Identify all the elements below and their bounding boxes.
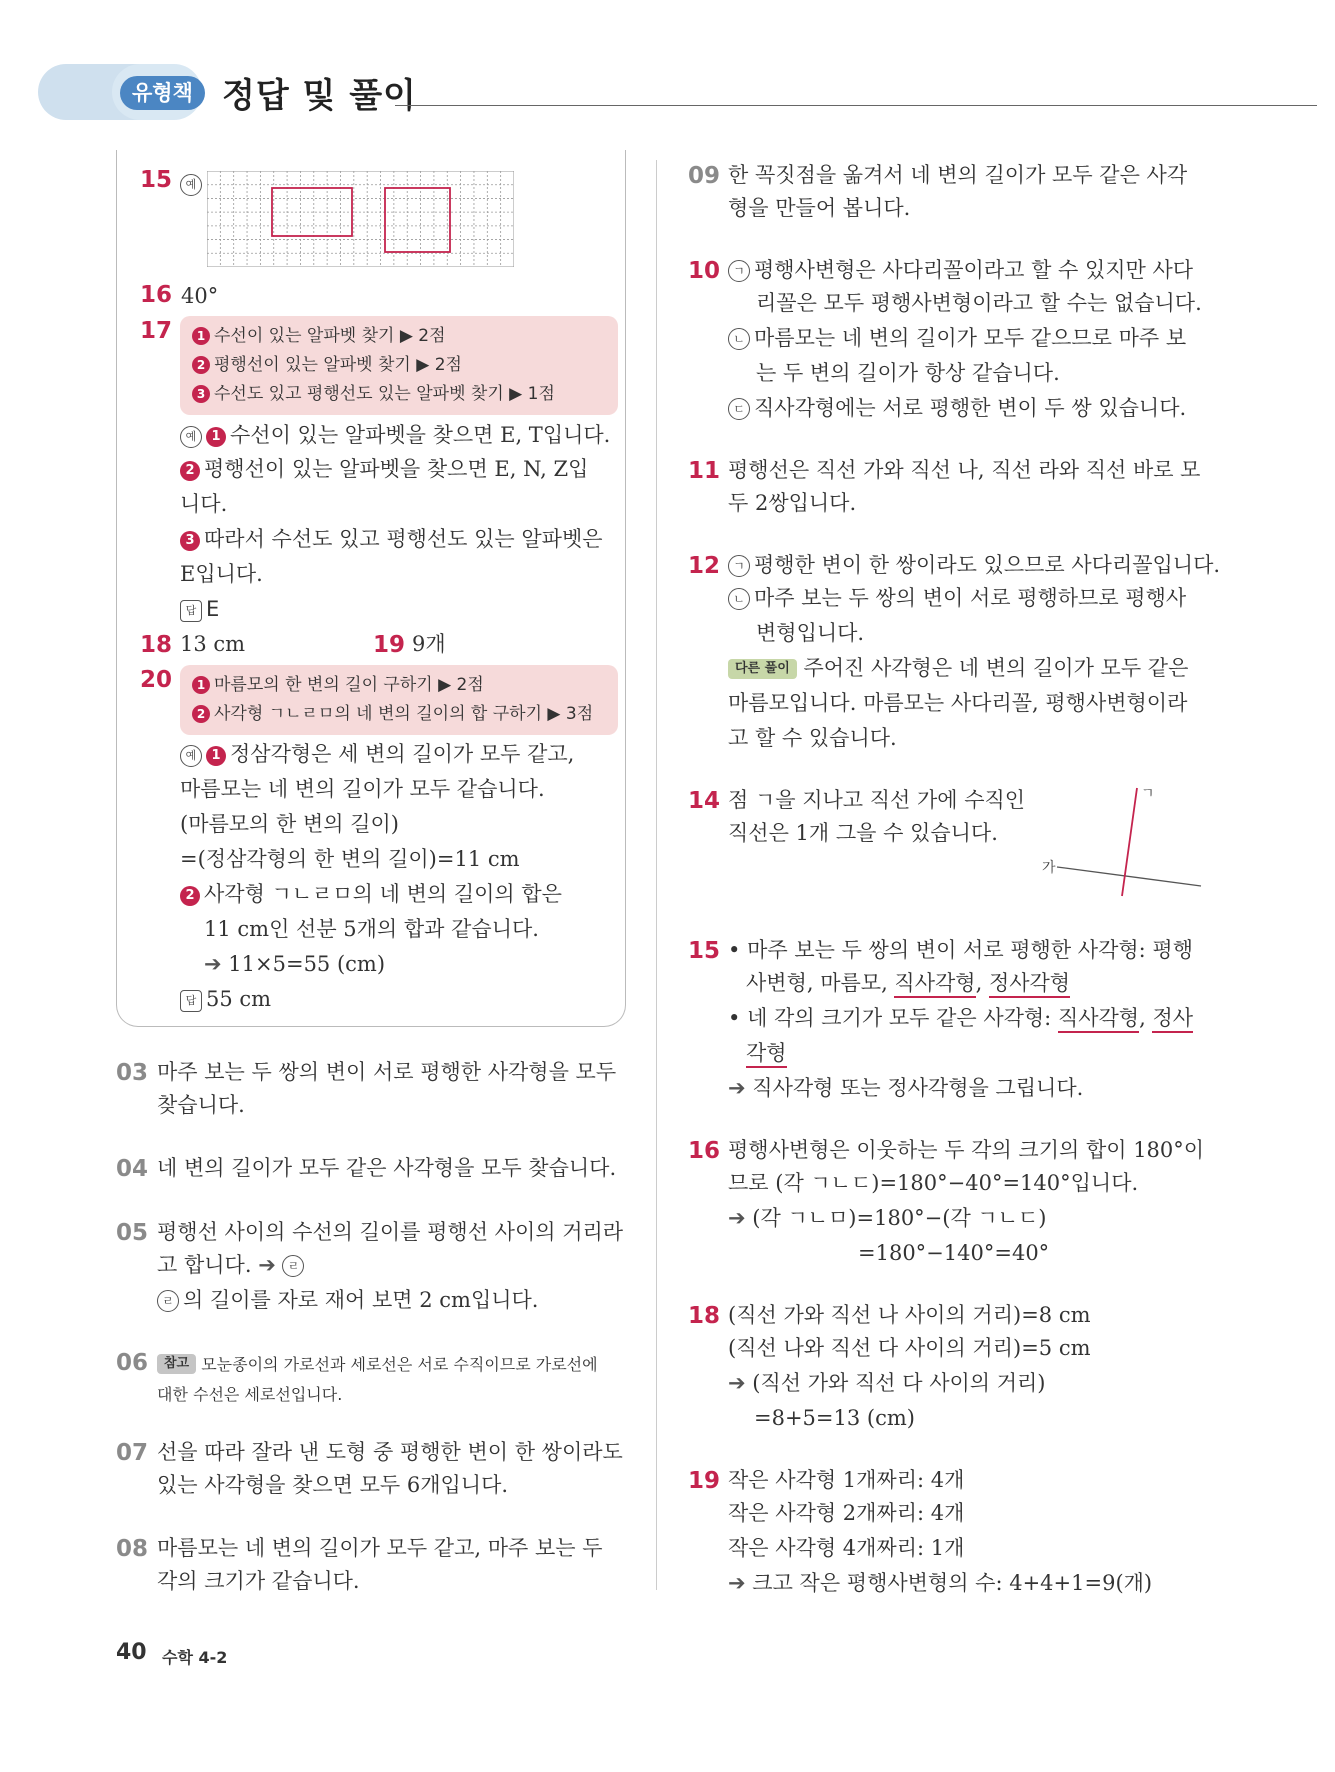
solution-line: 네 변의 길이가 모두 같은 사각형을 모두 찾습니다. xyxy=(157,1156,617,1180)
solution-line: 예 1 수선이 있는 알파벳을 찾으면 E, T입니다. xyxy=(180,418,610,452)
question-number: 14 xyxy=(688,788,721,814)
solution-line: 평행선 사이의 수선의 길이를 평행선 사이의 거리라 xyxy=(157,1220,624,1244)
solution-line: 작은 사각형 1개짜리: 4개 xyxy=(728,1468,965,1492)
solution-line: • 마주 보는 두 쌍의 변이 서로 평행한 사각형: 평행 xyxy=(728,938,1193,962)
answer-text: 40° xyxy=(181,284,219,308)
solution-line: (마름모의 한 변의 길이) xyxy=(180,812,399,836)
solution-line: ➔ (직선 가와 직선 다 사이의 거리) xyxy=(728,1371,1046,1395)
solution-line: ㄴ 마주 보는 두 쌍의 변이 서로 평행하므로 평행사 xyxy=(728,581,1186,615)
question-number: 16 xyxy=(140,282,173,308)
note-tag: 참고 xyxy=(157,1354,196,1374)
solution-line: 므로 (각 ㄱㄴㄷ)=180°−40°=140°입니다. xyxy=(728,1171,1139,1195)
question-number: 09 xyxy=(688,163,721,189)
solution-line: ㄱ 평행한 변이 한 쌍이라도 있으므로 사다리꼴입니다. xyxy=(728,548,1220,582)
solution-line: ㄹ 의 길이를 자로 재어 보면 2 cm입니다. xyxy=(157,1283,538,1317)
scoring-criteria xyxy=(180,665,618,735)
question-number: 11 xyxy=(688,458,721,484)
solution-line: 변형입니다. xyxy=(756,621,865,645)
solution-line: ㄷ 직사각형에는 서로 평행한 변이 두 쌍 있습니다. xyxy=(728,391,1186,425)
solution-line: 마름모입니다. 마름모는 사다리꼴, 평행사변형이라 xyxy=(728,691,1188,715)
answer-line: 답 E xyxy=(180,592,219,626)
criteria-item: 3 수선도 있고 평행선도 있는 알파벳 찾기 ▶ 1점 xyxy=(192,380,606,409)
answer-text: 9개 xyxy=(412,632,446,656)
criteria-item: 1 수선이 있는 알파벳 찾기 ▶ 2점 xyxy=(192,322,606,351)
solution-line: 한 꼭짓점을 옮겨서 네 변의 길이가 모두 같은 사각 xyxy=(728,163,1188,187)
header-badge: 유형책 xyxy=(120,76,205,110)
question-number: 08 xyxy=(116,1536,149,1562)
solution-line: 두 2쌍입니다. xyxy=(728,491,857,515)
criteria-item: 2 사각형 ㄱㄴㄹㅁ의 네 변의 길이의 합 구하기 ▶ 3점 xyxy=(192,700,606,729)
solution-line: 마름모는 네 변의 길이가 모두 같습니다. xyxy=(180,777,545,801)
question-number: 16 xyxy=(688,1138,721,1164)
perpendicular-figure xyxy=(1025,780,1205,900)
question-number: 18 xyxy=(140,632,173,658)
question-number: 10 xyxy=(688,258,721,284)
solution-line: 평행선은 직선 가와 직선 나, 직선 라와 직선 바로 모 xyxy=(728,458,1201,482)
solution-line: (직선 가와 직선 나 사이의 거리)=8 cm xyxy=(728,1303,1091,1327)
solution-line: 형을 만들어 봅니다. xyxy=(728,196,911,220)
solution-line: ➔ 11×5=55 (cm) xyxy=(204,952,386,976)
column-divider xyxy=(656,160,657,1590)
question-number: 15 xyxy=(140,167,173,193)
question-number: 15 xyxy=(688,938,721,964)
question-number: 05 xyxy=(116,1220,149,1246)
solution-line: 고 합니다. ➔ ㄹ xyxy=(157,1248,308,1282)
question-number: 04 xyxy=(116,1156,149,1182)
solution-line: 점 ㄱ을 지나고 직선 가에 수직인 xyxy=(728,788,1026,812)
solution-line: 2 사각형 ㄱㄴㄹㅁ의 네 변의 길이의 합은 xyxy=(180,877,562,911)
question-number: 18 xyxy=(688,1303,721,1329)
solution-line: =(정삼각형의 한 변의 길이)=11 cm xyxy=(180,847,520,871)
solution-line: ㄱ 평행사변형은 사다리꼴이라고 할 수 있지만 사다 xyxy=(728,253,1193,287)
solution-line: 2 평행선이 있는 알파벳을 찾으면 E, N, Z입 xyxy=(180,452,588,486)
scoring-criteria xyxy=(180,316,618,415)
question-number: 19 xyxy=(688,1468,721,1494)
question-number: 17 xyxy=(140,318,173,344)
solution-line: 니다. xyxy=(180,492,228,516)
drawn-square xyxy=(385,188,450,252)
line-label: 가 xyxy=(1042,860,1056,876)
question-number: 07 xyxy=(116,1440,149,1466)
question-number: 12 xyxy=(688,553,721,579)
solution-line: 평행사변형은 이웃하는 두 각의 크기의 합이 180°이 xyxy=(728,1138,1205,1162)
grid-figure xyxy=(207,171,514,267)
solution-line: 사변형, 마름모, 직사각형, 정사각형 xyxy=(746,966,1070,1000)
solution-line: 고 할 수 있습니다. xyxy=(728,726,897,750)
question-number: 20 xyxy=(140,667,173,693)
solution-line: 작은 사각형 4개짜리: 1개 xyxy=(728,1536,965,1560)
solution-line: 예 1 정삼각형은 세 변의 길이가 모두 같고, xyxy=(180,737,574,771)
solution-line: 마름모는 네 변의 길이가 모두 같고, 마주 보는 두 xyxy=(157,1536,603,1560)
solution-line: 직선은 1개 그을 수 있습니다. xyxy=(728,821,998,845)
solution-line: 3 따라서 수선도 있고 평행선도 있는 알파벳은 xyxy=(180,522,603,556)
question-number: 03 xyxy=(116,1060,149,1086)
header-rule xyxy=(395,105,1317,106)
solution-line: E입니다. xyxy=(180,562,263,586)
solution-line: =180°−140°=40° xyxy=(858,1241,1050,1265)
solution-line: ➔ (각 ㄱㄴㅁ)=180°−(각 ㄱㄴㄷ) xyxy=(728,1206,1047,1230)
point-label: ㄱ xyxy=(1141,786,1155,802)
solution-line: 각형 xyxy=(746,1036,787,1070)
solution-line: ➔ 직사각형 또는 정사각형을 그립니다. xyxy=(728,1076,1084,1100)
criteria-item: 1 마름모의 한 변의 길이 구하기 ▶ 2점 xyxy=(192,671,606,700)
solution-line: 각의 크기가 같습니다. xyxy=(157,1569,360,1593)
solution-line: =8+5=13 (cm) xyxy=(754,1406,915,1430)
solution-line: 다른 풀이 주어진 사각형은 네 변의 길이가 모두 같은 xyxy=(728,651,1188,685)
criteria-item: 2 평행선이 있는 알파벳 찾기 ▶ 2점 xyxy=(192,351,606,380)
solution-line: 작은 사각형 2개짜리: 4개 xyxy=(728,1501,965,1525)
line-ga xyxy=(1065,868,1201,886)
question-number: 19 xyxy=(373,632,406,658)
solution-line: 마주 보는 두 쌍의 변이 서로 평행한 사각형을 모두 xyxy=(157,1060,617,1084)
page-number: 40 xyxy=(116,1640,147,1665)
perpendicular-line xyxy=(1122,788,1137,896)
book-title: 수학 4-2 xyxy=(162,1648,228,1667)
note-text: 참고 모눈종이의 가로선과 세로선은 서로 수직이므로 가로선에 대한 수선은 세로선입니다. xyxy=(157,1355,598,1404)
solution-line: ㄴ 마름모는 네 변의 길이가 모두 같으므로 마주 보 xyxy=(728,321,1186,355)
alt-solution-tag: 다른 풀이 xyxy=(728,659,797,679)
solution-line: 있는 사각형을 찾으면 모두 6개입니다. xyxy=(157,1473,509,1497)
solution-line: 찾습니다. xyxy=(157,1093,245,1117)
solution-line: (직선 나와 직선 다 사이의 거리)=5 cm xyxy=(728,1336,1091,1360)
solution-line: 11 cm인 선분 5개의 합과 같습니다. xyxy=(204,917,539,941)
answer-text: 13 cm xyxy=(180,632,246,656)
solution-line: 리꼴은 모두 평행사변형이라고 할 수는 없습니다. xyxy=(756,291,1202,315)
solution-line: ➔ 크고 작은 평행사변형의 수: 4+4+1=9(개) xyxy=(728,1571,1153,1595)
solution-line: 는 두 변의 길이가 항상 같습니다. xyxy=(756,361,1060,385)
answer-line: 답 55 cm xyxy=(180,982,271,1016)
page-title: 정답 및 풀이 xyxy=(222,76,417,116)
solution-line: • 네 각의 크기가 모두 같은 사각형: 직사각형, 정사 xyxy=(728,1001,1193,1035)
solution-line: 선을 따라 잘라 낸 도형 중 평행한 변이 한 쌍이라도 xyxy=(157,1440,623,1464)
example-mark: 예 xyxy=(180,166,206,200)
question-number: 06 xyxy=(116,1350,149,1376)
